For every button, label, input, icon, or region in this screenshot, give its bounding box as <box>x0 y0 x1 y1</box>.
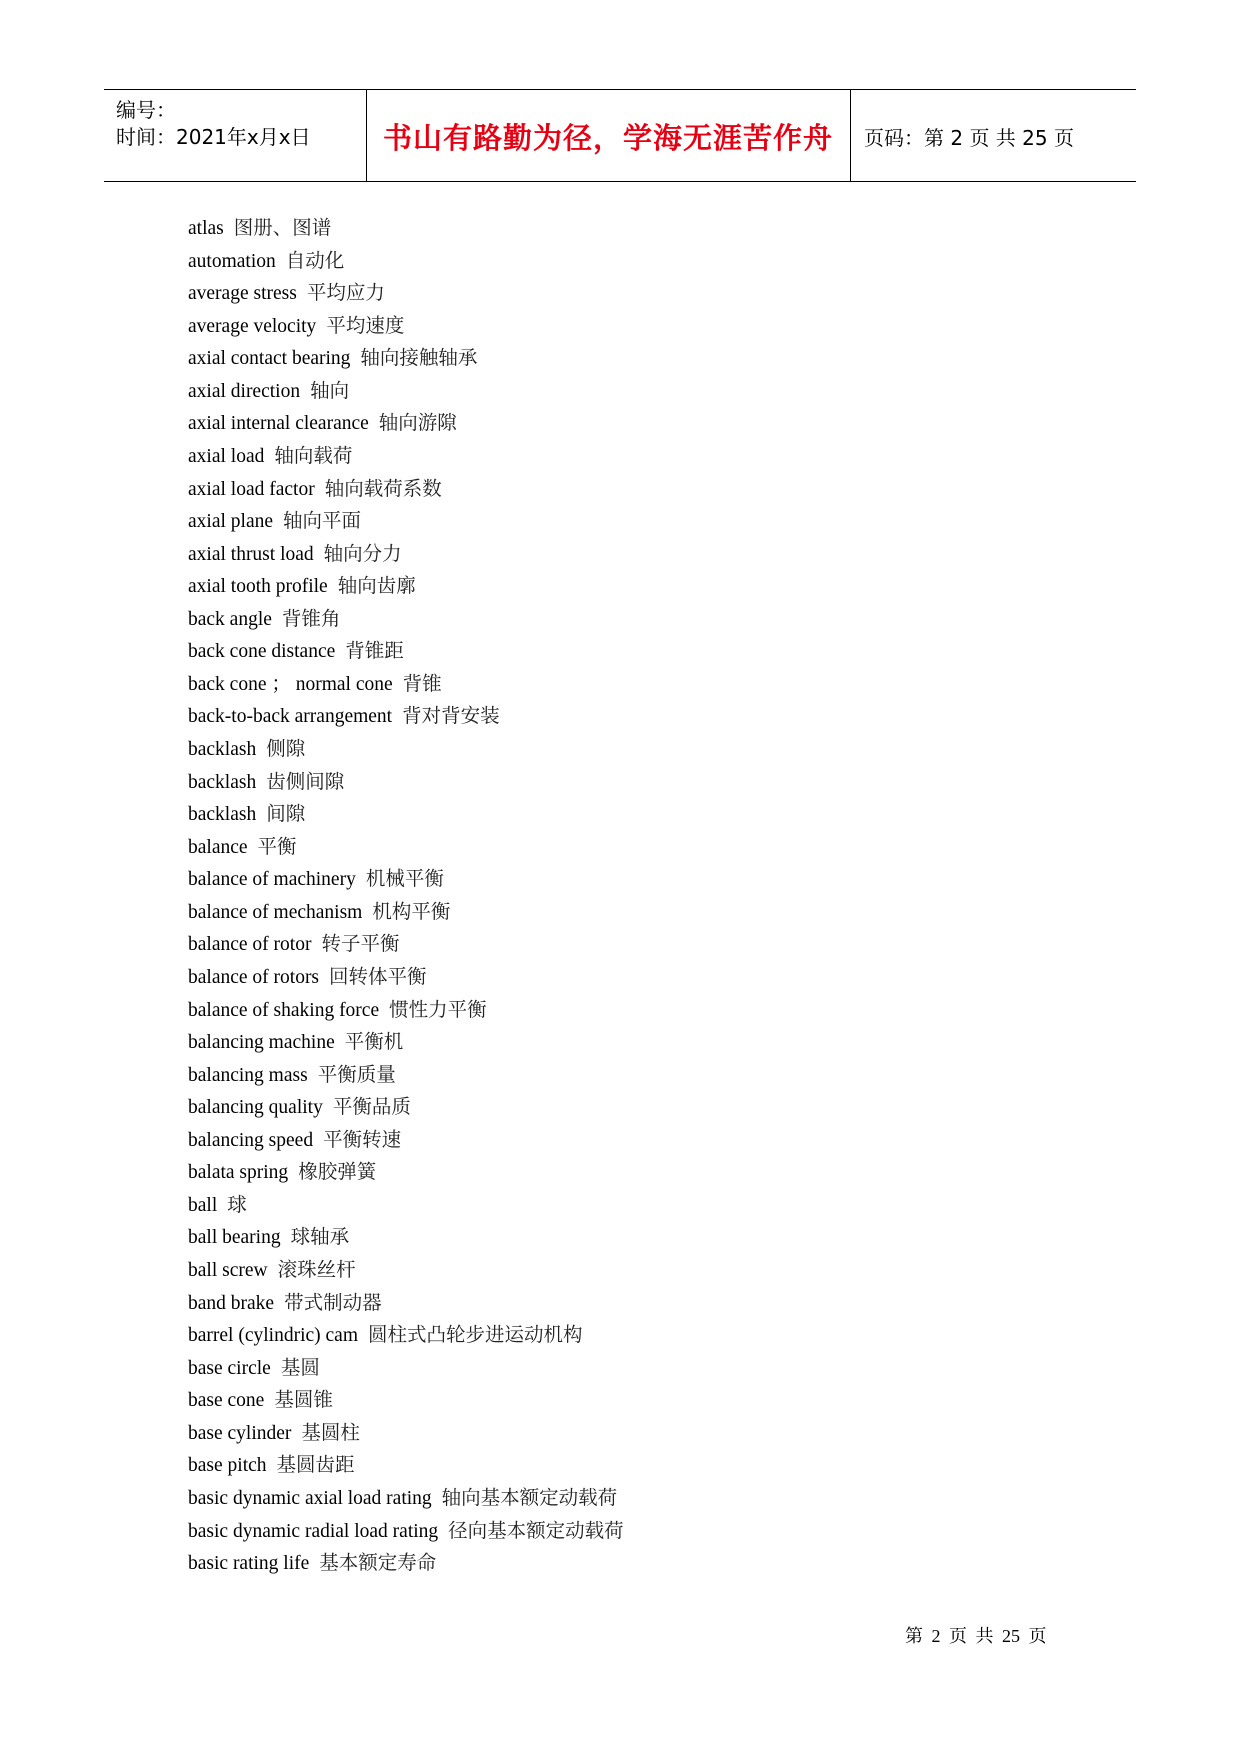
glossary-entry <box>188 1449 624 1482</box>
entry-term: base cone <box>188 1390 265 1412</box>
glossary-entry <box>188 375 624 408</box>
entry-translation: 回转体平衡 <box>329 964 427 988</box>
glossary-entry <box>188 635 624 668</box>
glossary-entry <box>188 473 624 506</box>
entry-term: balancing mass <box>188 1064 308 1086</box>
glossary-entry <box>188 603 624 636</box>
entry-translation: 轴向齿廓 <box>337 574 416 598</box>
entry-translation: 基本额定寿命 <box>319 1551 437 1575</box>
glossary-entry <box>188 1287 624 1320</box>
glossary-entry <box>188 928 624 961</box>
glossary-entry <box>188 733 624 766</box>
entry-translation: 轴向基本额定动载荷 <box>441 1485 618 1509</box>
entry-translation: 惯性力平衡 <box>389 997 487 1021</box>
entry-translation: 轴向接触轴承 <box>360 346 478 370</box>
entry-translation: 基圆 <box>280 1355 320 1379</box>
entry-term: back cone distance <box>188 641 336 663</box>
entry-translation: 侧隙 <box>266 737 306 760</box>
entry-term: balance <box>188 836 248 858</box>
entry-translation: 间隙 <box>266 802 306 826</box>
entry-translation: 轴向载荷 <box>274 443 353 467</box>
glossary-entry <box>188 440 624 473</box>
entry-term: barrel (cylindric) cam <box>188 1325 358 1347</box>
entry-translation: 带式制动器 <box>284 1290 382 1314</box>
glossary-entry <box>188 668 624 701</box>
glossary-entry <box>188 1026 624 1059</box>
entry-term: band brake <box>188 1292 275 1314</box>
entry-translation: 圆柱式凸轮步进运动机构 <box>368 1323 583 1347</box>
entry-translation: 背锥距 <box>345 639 404 663</box>
header-page-cell <box>850 90 1136 181</box>
glossary-entry <box>188 1482 624 1515</box>
entry-translation: 背锥角 <box>281 606 341 630</box>
page-header <box>104 89 1136 182</box>
entry-term: balance of mechanism <box>188 901 363 923</box>
entry-translation: 轴向 <box>310 378 350 402</box>
entry-translation: 球 <box>227 1192 247 1216</box>
entry-term: balancing speed <box>188 1129 314 1151</box>
time-label: 时间：2021年x月x日 <box>116 125 311 149</box>
glossary-entry <box>188 212 624 245</box>
glossary-entry <box>188 538 624 571</box>
page-code: 页码：第 2 页 共 25 页 <box>864 126 1074 150</box>
entry-translation: 平衡质量 <box>317 1062 396 1086</box>
entry-term: backlash <box>188 739 257 760</box>
glossary-entry <box>188 505 624 538</box>
entry-translation: 平均应力 <box>306 281 385 305</box>
glossary-entry <box>188 896 624 929</box>
entry-term: base circle <box>188 1357 271 1379</box>
entry-translation: 背对背安装 <box>402 704 500 728</box>
entry-term: base cylinder <box>188 1422 292 1444</box>
glossary-entry <box>188 798 624 831</box>
entry-translation: 平衡 <box>257 834 297 858</box>
entry-translation: 图册、图谱 <box>233 216 332 239</box>
entry-term: back cone ； normal cone <box>188 673 393 695</box>
entry-term: automation <box>188 250 276 272</box>
entry-term: basic dynamic axial load rating <box>188 1487 432 1509</box>
entry-term: axial load factor <box>188 478 315 500</box>
header-motto-cell <box>366 90 851 181</box>
entry-term: axial tooth profile <box>188 576 328 598</box>
entry-translation: 基圆柱 <box>301 1420 360 1444</box>
entry-translation: 轴向分力 <box>323 541 402 565</box>
glossary-entry <box>188 994 624 1027</box>
header-info-cell <box>104 90 367 181</box>
entry-translation: 机械平衡 <box>365 867 444 891</box>
entry-translation: 齿侧间隙 <box>266 769 345 793</box>
entry-translation: 机构平衡 <box>372 899 451 923</box>
glossary-entry <box>188 407 624 440</box>
glossary-entry <box>188 831 624 864</box>
entry-term: atlas <box>188 218 224 239</box>
entry-term: ball bearing <box>188 1227 281 1249</box>
glossary-entry <box>188 863 624 896</box>
entry-term: balance of machinery <box>188 869 356 891</box>
glossary-entry <box>188 1352 624 1385</box>
entry-translation: 基圆齿距 <box>276 1453 355 1477</box>
entry-translation: 轴向平面 <box>283 509 362 533</box>
glossary-entry <box>188 310 624 343</box>
entry-term: balancing quality <box>188 1097 323 1119</box>
entry-translation: 滚珠丝杆 <box>277 1258 356 1281</box>
entry-term: axial internal clearance <box>188 413 369 435</box>
page-footer: 第 2 页 共 25 页 <box>905 1626 1047 1646</box>
entry-term: axial plane <box>188 511 273 533</box>
glossary-entry <box>188 1319 624 1352</box>
entry-translation: 基圆锥 <box>274 1388 333 1412</box>
entry-term: back angle <box>188 608 272 630</box>
glossary-entry <box>188 1189 624 1222</box>
glossary-entry <box>188 700 624 733</box>
entry-term: base pitch <box>188 1455 267 1477</box>
entry-term: axial load <box>188 445 265 467</box>
glossary-entry <box>188 1221 624 1254</box>
entry-term: axial direction <box>188 380 301 402</box>
entry-term: balance of rotor <box>188 934 312 956</box>
entry-translation: 平均速度 <box>326 313 405 337</box>
glossary-entry <box>188 342 624 375</box>
glossary-entry <box>188 570 624 603</box>
entry-translation: 背锥 <box>402 671 442 695</box>
entry-term: average stress <box>188 283 297 305</box>
entry-term: balancing machine <box>188 1032 335 1054</box>
glossary-entry <box>188 961 624 994</box>
entry-term: back-to-back arrangement <box>188 706 393 728</box>
entry-translation: 轴向载荷系数 <box>324 476 442 500</box>
glossary-entry <box>188 1417 624 1450</box>
entry-term: balata spring <box>188 1162 289 1184</box>
entry-term: axial contact bearing <box>188 348 351 370</box>
entry-term: average velocity <box>188 315 317 337</box>
entry-translation: 平衡转速 <box>323 1127 402 1151</box>
glossary-list <box>188 212 624 1580</box>
glossary-entry <box>188 1059 624 1092</box>
entry-term: backlash <box>188 804 257 826</box>
glossary-entry <box>188 1156 624 1189</box>
entry-translation: 橡胶弹簧 <box>298 1160 377 1184</box>
glossary-entry <box>188 766 624 799</box>
entry-term: backlash <box>188 771 257 793</box>
entry-translation: 转子平衡 <box>321 932 400 956</box>
glossary-entry <box>188 1547 624 1580</box>
entry-translation: 自动化 <box>285 248 345 272</box>
glossary-entry <box>188 245 624 278</box>
glossary-entry <box>188 1091 624 1124</box>
glossary-entry <box>188 1254 624 1287</box>
glossary-entry <box>188 1124 624 1157</box>
entry-term: axial thrust load <box>188 543 314 565</box>
entry-translation: 轴向游隙 <box>378 411 457 435</box>
glossary-entry <box>188 1515 624 1548</box>
entry-translation: 平衡机 <box>344 1030 404 1054</box>
entry-term: ball screw <box>188 1260 268 1281</box>
motto-text: 书山有路勤为径，学海无涯苦作舟 <box>382 121 833 155</box>
entry-translation: 球轴承 <box>290 1225 350 1249</box>
entry-term: balance of shaking force <box>188 999 380 1021</box>
entry-term: ball <box>188 1194 218 1216</box>
number-label: 编号： <box>116 98 176 122</box>
entry-term: balance of rotors <box>188 966 320 988</box>
entry-term: basic rating life <box>188 1553 310 1575</box>
glossary-entry <box>188 277 624 310</box>
entry-translation: 径向基本额定动载荷 <box>448 1518 624 1542</box>
entry-translation: 平衡品质 <box>332 1095 411 1119</box>
glossary-entry <box>188 1384 624 1417</box>
entry-term: basic dynamic radial load rating <box>188 1520 439 1542</box>
